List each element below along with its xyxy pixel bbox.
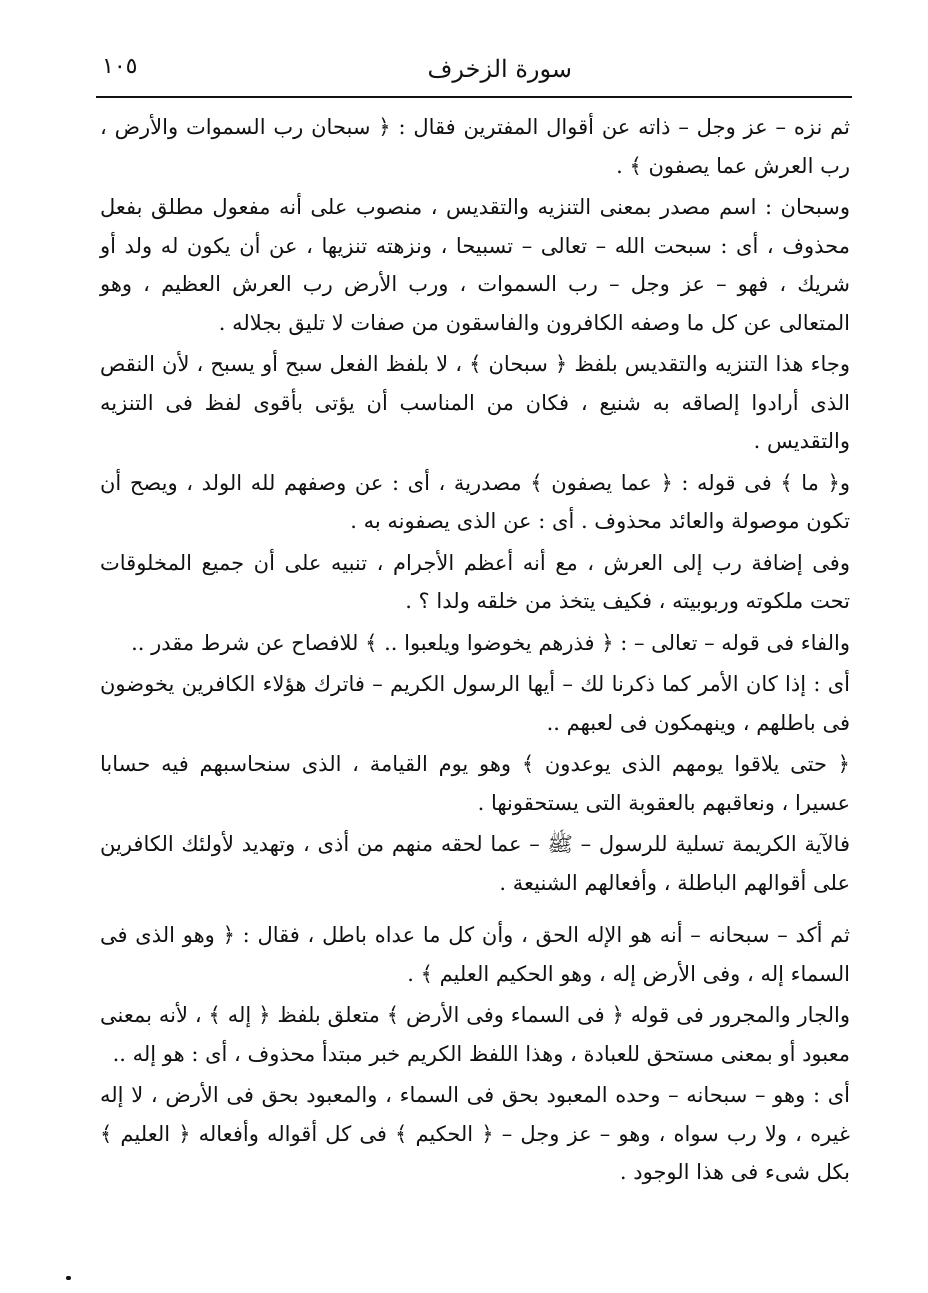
paragraph: ثم نزه – عز وجل – ذاته عن أقوال المفترين فقال : ﴿ سبحان رب السموات والأرض ، رب العرش عما يصفون ﴾ . xyxy=(100,115,850,178)
page-number: ١٠٥ xyxy=(102,54,138,79)
surah-title: سورة الزخرف xyxy=(427,55,572,83)
ink-speck xyxy=(66,1276,71,1280)
commentary-text xyxy=(100,108,850,1195)
paragraph: والجار والمجرور فى قوله ﴿ فى السماء وفى الأرض ﴾ متعلق بلفظ ﴿ إله ﴾ ، لأنه بمعنى معبود أو بمعنى مستحق للعبادة ، وهذا اللفظ الكريم خبر مبتدأ محذوف ، أى : هو إله .. xyxy=(100,1003,850,1066)
paragraph: أى : إذا كان الأمر كما ذكرنا لك – أيها الرسول الكريم – فاترك هؤلاء الكافرين يخوضون فى باطلهم ، وينهمكون فى لعبهم .. xyxy=(100,672,850,735)
paragraph: ثم أكد – سبحانه – أنه هو الإله الحق ، وأن كل ما عداه باطل ، فقال : ﴿ وهو الذى فى السماء إله ، وفى الأرض إله ، وهو الحكيم العليم ﴾ . xyxy=(100,923,850,986)
paragraph: ﴿ حتى يلاقوا يومهم الذى يوعدون ﴾ وهو يوم القيامة ، الذى سنحاسبهم فيه حسابا عسيرا ، ونعاقبهم بالعقوبة التى يستحقونها . xyxy=(100,752,850,815)
paragraph: فالآية الكريمة تسلية للرسول – ﷺ – عما لحقه منهم من أذى ، وتهديد لأولئك الكافرين على أقوالهم الباطلة ، وأفعالهم الشنيعة . xyxy=(100,832,850,895)
paragraph: أى : وهو – سبحانه – وحده المعبود بحق فى السماء ، والمعبود بحق فى الأرض ، لا إله غيره ، ولا رب سواه ، وهو – عز وجل – ﴿ الحكيم ﴾ فى كل أقواله وأفعاله ﴿ العليم ﴾ بكل شىء فى هذا الوجود . xyxy=(100,1083,850,1184)
paragraph: والفاء فى قوله – تعالى – : ﴿ فذرهم يخوضوا ويلعبوا .. ﴾ للافصاح عن شرط مقدر .. xyxy=(131,630,850,655)
paragraph: و﴿ ما ﴾ فى قوله : ﴿ عما يصفون ﴾ مصدرية ، أى : عن وصفهم لله الولد ، ويصح أن تكون موصولة والعائد محذوف . أى : عن الذى يصفونه به . xyxy=(100,470,850,533)
paragraph: وفى إضافة رب إلى العرش ، مع أنه أعظم الأجرام ، تنبيه على أن جميع المخلوقات تحت ملكوته وربوبيته ، فكيف يتخذ من خلقه ولدا ؟ . xyxy=(100,550,850,613)
page-header xyxy=(100,44,852,94)
paragraph: وجاء هذا التنزيه والتقديس بلفظ ﴿ سبحان ﴾ ، لا بلفظ الفعل سبح أو يسبح ، لأن النقص الذى أرادوا إلصاقه به شنيع ، فكان من المناسب أن يؤتى بأقوى لفظ فى التنزيه والتقديس . xyxy=(100,352,850,453)
header-divider xyxy=(96,96,852,98)
paragraph: وسبحان : اسم مصدر بمعنى التنزيه والتقديس ، منصوب على أنه مفعول مطلق بفعل محذوف ، أى : سبحت الله – تعالى – تسبيحا ، ونزهته تنزيها ، عن أن يكون له ولد أو شريك ، فهو – عز وجل – رب السموات ، ورب الأرض رب العرش العظيم ، وهو المتعالى عن كل ما وصفه الكافرون والفاسقون من صفات لا تليق بجلاله . xyxy=(100,195,850,335)
